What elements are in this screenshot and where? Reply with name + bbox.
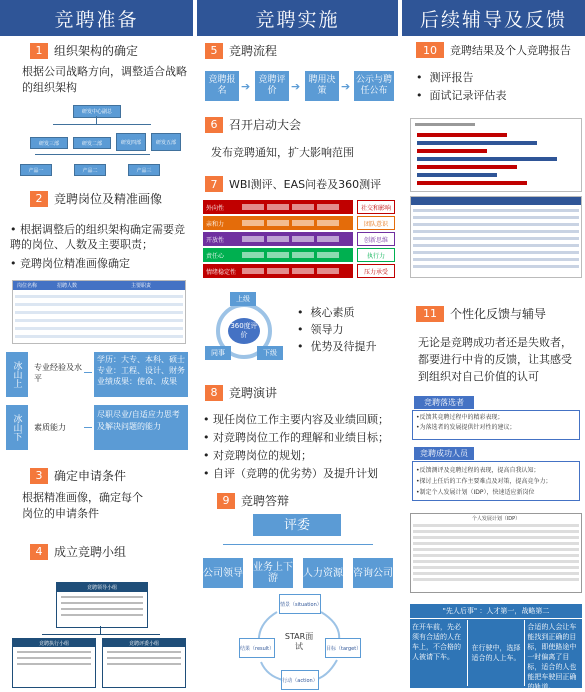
- connector: [84, 372, 92, 373]
- wbi-trait-chip: [267, 268, 289, 274]
- org-node: 研发三部: [30, 137, 68, 149]
- leader-group-title: 竞聘领导小组: [57, 583, 147, 592]
- table-header: [13, 281, 185, 290]
- step-number: 1: [30, 43, 48, 59]
- section-2-heading: [30, 190, 193, 207]
- process-step: 聘用决策: [305, 71, 339, 101]
- org-node: 产品三: [128, 164, 160, 176]
- section-6-heading: [205, 116, 398, 133]
- iceberg-above-text: 学历：大专、本科、硕士专业：工程、设计、财务业绩成果：使命、成果: [94, 352, 188, 397]
- bullet-text: 对竞聘岗位的规划；: [213, 449, 312, 462]
- iceberg-above-label: 专业经验及水平: [34, 363, 82, 383]
- wbi-trait-chip: [267, 220, 289, 226]
- position-table: [12, 280, 186, 344]
- wbi-band-label: 外向性: [206, 204, 225, 212]
- form-row: [413, 578, 579, 581]
- form-row: [413, 542, 579, 545]
- step-number: 9: [217, 493, 235, 509]
- wbi-band: [203, 200, 353, 214]
- score-bar: [417, 165, 517, 169]
- section-5-heading: [205, 42, 398, 59]
- text-line: [17, 651, 91, 653]
- form-row: [413, 265, 579, 268]
- bullet-text: 优势及待提升: [310, 340, 377, 353]
- step-number: 4: [30, 544, 48, 560]
- form-row: [413, 554, 579, 557]
- iceberg-profile: [6, 352, 188, 452]
- text-line: [107, 663, 181, 665]
- step-number: 3: [30, 468, 48, 484]
- section-title: 竞聘答辩: [241, 494, 290, 508]
- column-preparation: [0, 0, 193, 690]
- connector: [84, 427, 92, 428]
- wbi-band-label: 开放性: [206, 236, 225, 244]
- step-number: 6: [205, 117, 223, 133]
- bullet: • 对竞聘岗位工作的理解和业绩目标；: [203, 431, 389, 444]
- form-row: [413, 524, 579, 527]
- wbi-band-tag: 团队意识: [357, 216, 395, 230]
- wbi-band-label: 责任心: [206, 252, 225, 260]
- section-title: 个性化反馈与辅导: [450, 307, 547, 321]
- wbi-trait-chip: [292, 252, 314, 258]
- score-bar: [417, 133, 507, 137]
- wbi-band-tag: 创新思维: [357, 232, 395, 246]
- section-title: 竞聘演讲: [229, 386, 278, 400]
- text-line: [107, 651, 181, 653]
- judge-member: 咨询公司: [353, 558, 393, 588]
- evaluation-360-diagram: [205, 292, 283, 370]
- column-implementation: [197, 0, 398, 690]
- org-node: 研发二部: [73, 137, 111, 149]
- text-line: [17, 657, 91, 659]
- superior-node: 上级: [230, 292, 256, 306]
- wbi-trait-chip: [267, 236, 289, 242]
- org-connector: [96, 116, 97, 124]
- bullet-text: 测评报告: [429, 71, 474, 84]
- bullet: • 对竞聘岗位的规划；: [203, 449, 312, 462]
- wbi-band-tag: 执行力: [357, 248, 395, 262]
- section-10-heading: [416, 42, 585, 58]
- star-situation: 情景（situation）: [279, 594, 321, 614]
- section-4-heading: [30, 543, 193, 560]
- wbi-trait-chip: [292, 268, 314, 274]
- execution-group-box: [12, 638, 96, 688]
- bullet-text: 自评（竞聘的优劣势）及提升计划: [213, 467, 378, 480]
- principle-columns: [410, 620, 582, 691]
- connector: [42, 634, 160, 635]
- section-title: 竞聘流程: [229, 44, 278, 58]
- wbi-trait-chip: [317, 220, 339, 226]
- bullet: • 领导力: [297, 323, 344, 336]
- section-3-text: 根据精准画像，确定每个岗位的申请条件: [22, 491, 143, 520]
- score-bar: [417, 141, 537, 145]
- score-bar: [417, 149, 487, 153]
- feedback-line: •反馈测评及竞聘过程的表现，提高自我认知；: [416, 467, 540, 474]
- form-row: [413, 548, 579, 551]
- successful-candidates-tag: 竞聘成功人员: [414, 447, 474, 460]
- wbi-band: [203, 216, 353, 230]
- judge-group-title: 竞聘评委小组: [103, 639, 185, 647]
- section-1-text: 根据公司战略方向，调整适合战略的组织架构: [22, 65, 187, 94]
- report-thumbnail: [410, 118, 582, 192]
- principle-col: 合适的人会让车能找到正确的目标，即使路途中一时偏离了目标，适合的人也能把车驶回正确的轨道。: [527, 623, 577, 691]
- step-number: 2: [30, 191, 48, 207]
- org-node: 研发四部: [116, 133, 146, 151]
- failed-candidates-box: [412, 410, 580, 440]
- arrow-right-icon: ➔: [241, 80, 251, 93]
- judge-group-box: [102, 638, 186, 688]
- successful-candidates-box: [412, 461, 580, 501]
- bullet-text: 竞聘岗位精准画像确定: [20, 257, 130, 270]
- process-step: 公示与聘任公布: [354, 71, 394, 101]
- wbi-band: [203, 264, 353, 278]
- star-target: 目标（target）: [325, 638, 361, 658]
- execution-group-title: 竞聘执行小组: [13, 639, 95, 647]
- wbi-band-tag: 社交和影响: [357, 200, 395, 214]
- table-header-cell: 岗位名称: [17, 283, 38, 289]
- bullet: • 根据调整后的组织架构确定需要竞聘的岗位、人数及主要职责；: [10, 223, 185, 251]
- star-center: STAR面试: [284, 632, 314, 651]
- bullet: • 测评报告: [416, 71, 474, 84]
- step-number: 8: [205, 385, 223, 401]
- wbi-band: [203, 232, 353, 246]
- wbi-trait-chip: [242, 220, 264, 226]
- wbi-trait-chip: [292, 220, 314, 226]
- principle-title: "先人后事" ：人才第一，战略第二: [410, 604, 582, 619]
- org-connector: [35, 154, 150, 155]
- form-row: [413, 251, 579, 254]
- table-row: [15, 303, 183, 306]
- column-header: 竞聘准备: [0, 0, 193, 36]
- section-3-heading: [30, 467, 193, 484]
- table-row: [15, 335, 183, 338]
- form-row: [413, 530, 579, 533]
- bullet-text: 领导力: [310, 323, 344, 336]
- idp-thumbnail: [410, 513, 582, 593]
- form-row: [413, 258, 579, 261]
- text-line: [61, 614, 143, 616]
- bullet: • 核心素质: [297, 306, 355, 319]
- section-9-heading: [217, 492, 398, 509]
- section-11-text: 无论是竞聘成功者还是失败者，都要进行中肯的反馈，让其感受到组织对自己价值的认可: [418, 336, 572, 383]
- form-row: [413, 572, 579, 575]
- bullet: • 自评（竞聘的优劣势）及提升计划: [203, 467, 378, 480]
- wbi-band-label: 情绪稳定性: [206, 268, 237, 276]
- step-number: 11: [416, 306, 444, 322]
- feedback-line: •为落选者的发展提供针对性的建议；: [416, 424, 516, 431]
- arrow-right-icon: ➔: [291, 80, 301, 93]
- section-title: 成立竞聘小组: [54, 545, 127, 559]
- text-line: [415, 123, 475, 126]
- idp-title: 个人发展计划（IDP）: [471, 516, 521, 522]
- section-1-heading: [30, 42, 193, 59]
- text-line: [107, 657, 181, 659]
- form-row: [413, 209, 579, 212]
- org-node: 产品一: [20, 164, 52, 176]
- form-row: [413, 230, 579, 233]
- feedback-line: •制定个人发展计划（IDP），快速适应新岗位: [416, 489, 535, 496]
- wbi-trait-chip: [317, 252, 339, 258]
- wbi-trait-chip: [317, 236, 339, 242]
- column-header: 后续辅导及反馈: [402, 0, 585, 36]
- section-title: 竞聘岗位及精准画像: [54, 192, 163, 206]
- text-line: [61, 596, 143, 598]
- form-row: [413, 223, 579, 226]
- bullet: • 现任岗位工作主要内容及业绩回顾；: [203, 413, 389, 426]
- text-line: [61, 608, 143, 610]
- score-bar: [417, 173, 497, 177]
- form-row: [413, 560, 579, 563]
- evaluation-form-thumbnail: [410, 196, 582, 278]
- form-row: [413, 566, 579, 569]
- step-number: 5: [205, 43, 223, 59]
- subordinate-node: 下级: [257, 346, 283, 360]
- judge-member: 业务上下游: [253, 558, 293, 588]
- iceberg-above-tag: 冰山上: [6, 352, 28, 397]
- arrow-right-icon: ➔: [341, 80, 351, 93]
- wbi-bands: [203, 200, 395, 280]
- section-7-heading: [205, 176, 398, 192]
- wbi-trait-chip: [317, 204, 339, 210]
- wbi-trait-chip: [242, 252, 264, 258]
- table-row: [15, 311, 183, 314]
- feedback-line: •探讨上任后的工作主要难点及对策，提高竞争力；: [416, 478, 552, 485]
- judges-box: 评委: [253, 514, 341, 536]
- form-row: [413, 536, 579, 539]
- bullet-text: 对竞聘岗位工作的理解和业绩目标；: [213, 431, 389, 444]
- principle-col: 在行驶中，选择适合的人上车。: [468, 620, 526, 686]
- feedback-line: •反馈其竞聘过程中的精彩表现；: [416, 414, 504, 421]
- score-bar: [417, 157, 557, 161]
- form-row: [413, 216, 579, 219]
- judge-member: 公司领导: [203, 558, 243, 588]
- table-row: [15, 295, 183, 298]
- bullet-text: 面试记录评估表: [429, 89, 507, 102]
- step-number: 7: [205, 176, 223, 192]
- table-row: [15, 327, 183, 330]
- table-row: [15, 319, 183, 322]
- star-interview-diagram: [237, 594, 361, 688]
- wbi-trait-chip: [267, 252, 289, 258]
- bullet-text: 现任岗位工作主要内容及业绩回顾；: [213, 413, 389, 426]
- wbi-trait-chip: [242, 268, 264, 274]
- score-bar: [417, 181, 527, 185]
- wbi-band: [203, 248, 353, 262]
- wbi-trait-chip: [317, 268, 339, 274]
- section-title: 确定申请条件: [54, 469, 127, 483]
- text-line: [61, 602, 143, 604]
- org-connector: [53, 124, 151, 125]
- connector: [100, 626, 101, 634]
- step-number: 10: [416, 42, 444, 58]
- wbi-trait-chip: [292, 204, 314, 210]
- iceberg-below-tag: 冰山下: [6, 405, 28, 450]
- judge-member: 人力资源: [303, 558, 343, 588]
- bullet: • 竞聘岗位精准画像确定: [10, 257, 130, 270]
- bullet-text: 核心素质: [310, 306, 355, 319]
- wbi-trait-chip: [292, 236, 314, 242]
- wbi-band-tag: 压力承受: [357, 264, 395, 278]
- form-row: [413, 237, 579, 240]
- section-title: 竞聘结果及个人竞聘报告: [450, 44, 571, 57]
- wbi-trait-chip: [242, 204, 264, 210]
- bullet-text: 根据调整后的组织架构确定需要竞聘的岗位、人数及主要职责；: [10, 223, 185, 251]
- org-node: 研发五部: [151, 133, 181, 151]
- form-row: [413, 244, 579, 247]
- bullet: • 面试记录评估表: [416, 89, 507, 102]
- process-step: 竞聘报名: [205, 71, 239, 101]
- section-11-heading: [416, 305, 585, 322]
- process-step: 竞聘评价: [255, 71, 289, 101]
- column-header: 竞聘实施: [197, 0, 398, 36]
- org-root: 研发中心副总: [73, 105, 121, 118]
- connector: [223, 544, 373, 545]
- peer-node: 同事: [205, 346, 231, 360]
- form-header: [411, 197, 581, 205]
- org-node: 产品二: [74, 164, 106, 176]
- section-title: WBI测评、EAS问卷及360测评: [229, 178, 382, 191]
- leader-group-box: [56, 582, 148, 628]
- section-title: 召开启动大会: [229, 118, 302, 132]
- section-title: 组织架构的确定: [54, 44, 139, 58]
- column-followup: [402, 0, 585, 690]
- section-6-text: 发布竞聘通知，扩大影响范围: [211, 146, 354, 159]
- principle-col: 在开车前，先必须有合适的人在车上，不合格的人被请下车。: [410, 620, 468, 686]
- iceberg-below-label: 素质能力: [34, 423, 66, 432]
- star-action: 行动（action）: [281, 670, 319, 690]
- bullet: • 优势及待提升: [297, 340, 377, 353]
- center-360: 360度评价: [228, 318, 260, 344]
- principle-box: [410, 604, 582, 691]
- team-structure: [12, 582, 184, 686]
- text-line: [17, 663, 91, 665]
- wbi-trait-chip: [242, 236, 264, 242]
- failed-candidates-tag: 竞聘落选者: [414, 396, 474, 409]
- table-header-cell: 主要职责: [130, 283, 151, 289]
- wbi-trait-chip: [267, 204, 289, 210]
- table-header-cell: 招聘人数: [57, 283, 78, 289]
- iceberg-below-text: 尽职尽业/自适应力思考及解决问题的能力: [94, 405, 188, 450]
- section-8-heading: [205, 384, 398, 401]
- wbi-band-label: 亲和力: [206, 220, 225, 228]
- star-result: 结果（result）: [239, 638, 275, 658]
